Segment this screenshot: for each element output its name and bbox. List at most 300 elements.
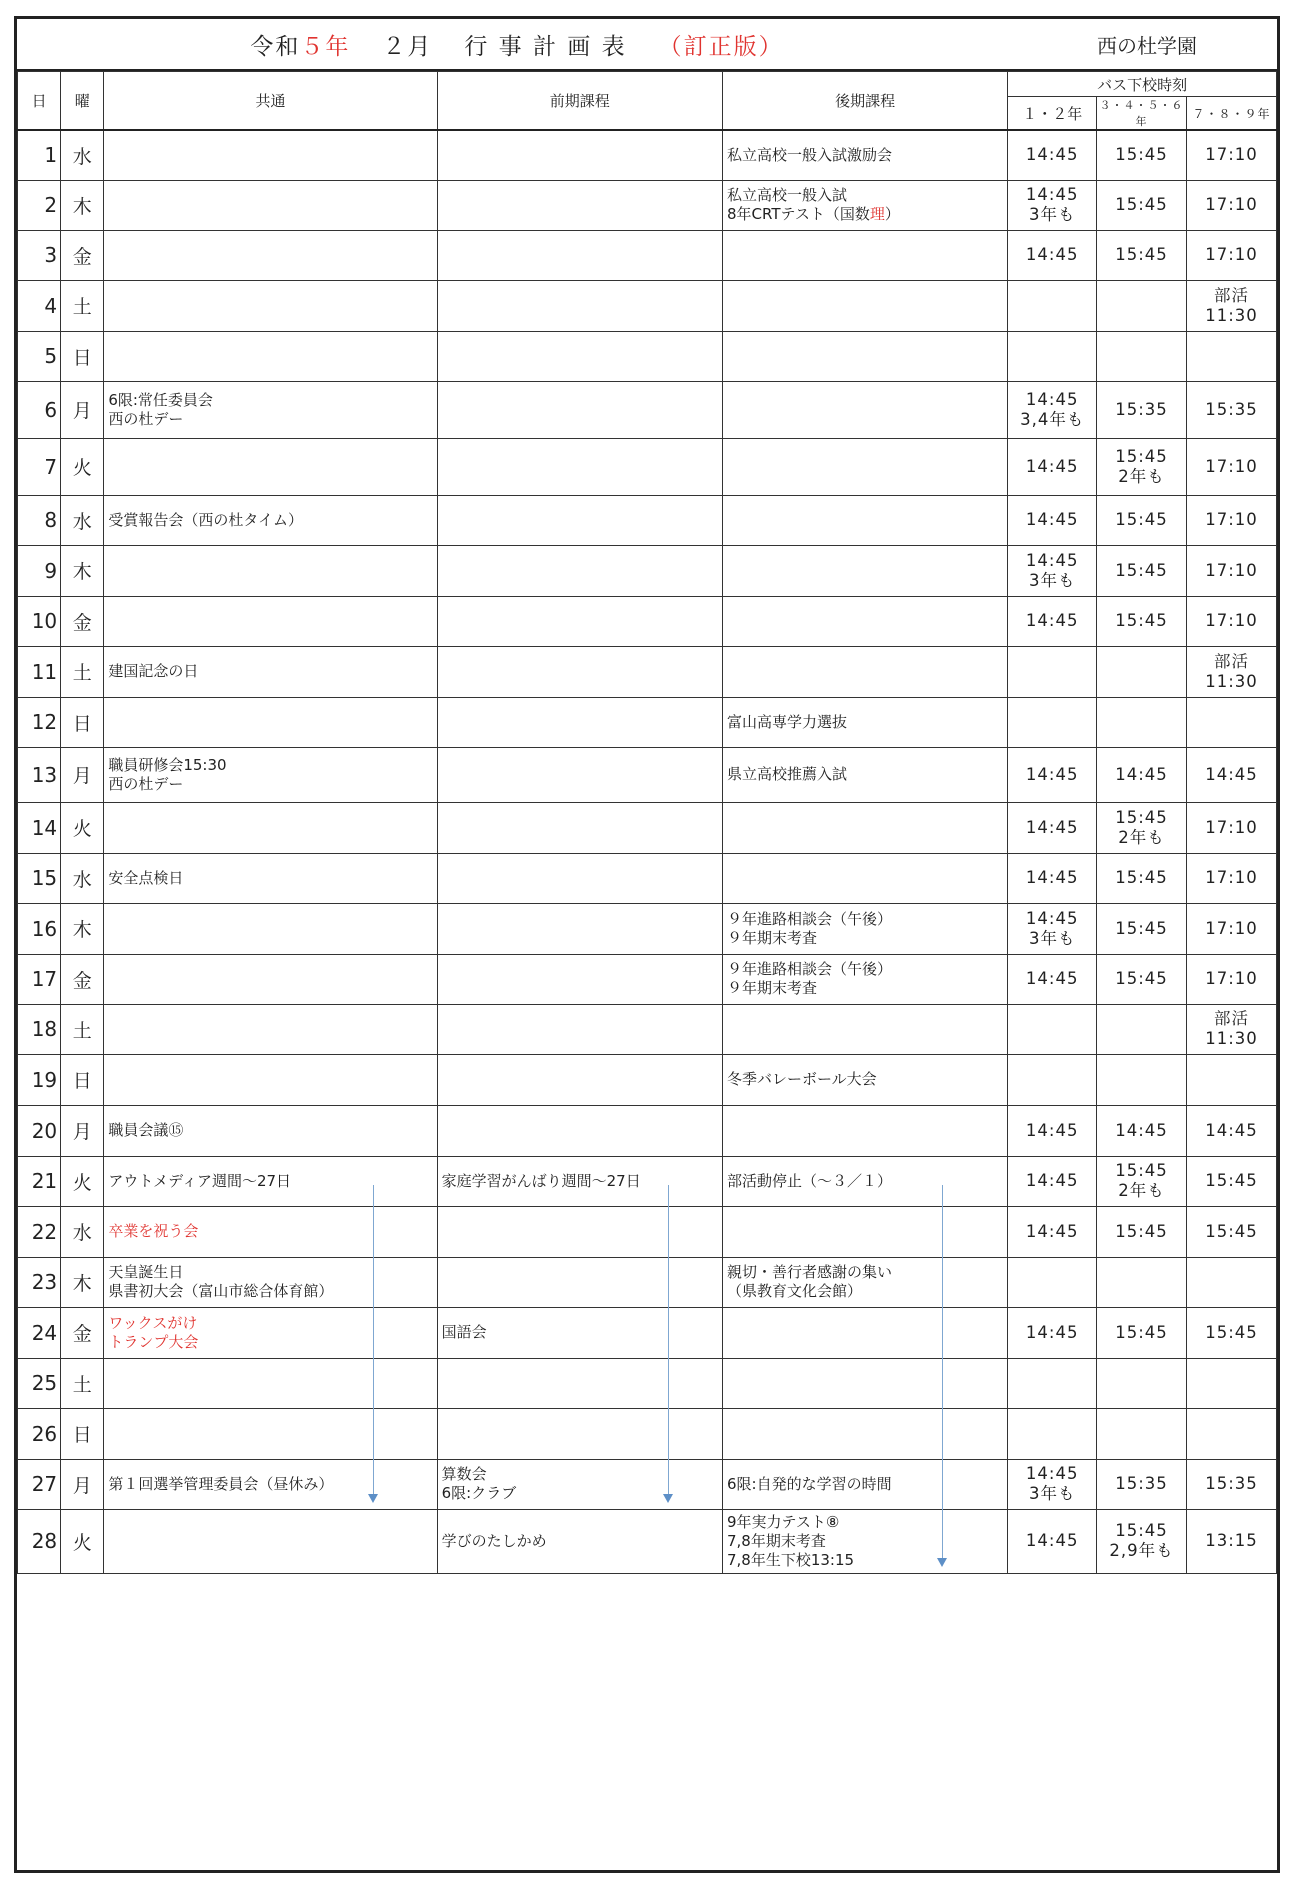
bus-789-cell-line: 15:45 <box>1205 1322 1258 1342</box>
schedule-sheet <box>14 16 1280 1873</box>
early-cell <box>437 1509 722 1573</box>
bus-12-cell-line: 3年も <box>1028 570 1076 590</box>
late-cell-line: 7,8年生下校13:15 <box>726 1550 855 1569</box>
late-cell-line: 県立高校推薦入試 <box>726 765 847 783</box>
bus-12-cell <box>1008 381 1097 438</box>
day-cell: 1 <box>18 130 61 180</box>
day-cell: 2 <box>18 180 61 230</box>
bus-3456-cell-line: 15:45 <box>1115 145 1168 165</box>
early-cell-line: 家庭学習がんばり週間～27日 <box>441 1171 641 1190</box>
table-row <box>18 697 1277 747</box>
bus-12-cell <box>1008 130 1097 180</box>
bus-3456-cell <box>1097 903 1187 954</box>
bus-789-cell-line: 17:10 <box>1205 510 1258 529</box>
common-cell-line: 西の杜デー <box>108 774 184 793</box>
late-cell <box>722 802 1007 853</box>
dow-cell: 日 <box>61 1408 104 1459</box>
early-cell <box>437 438 722 495</box>
bus-12-cell-line: 14:45 <box>1025 611 1079 630</box>
common-cell <box>104 1307 437 1358</box>
table-row <box>18 381 1277 438</box>
bus-789-cell <box>1186 381 1276 438</box>
early-cell <box>437 1358 722 1408</box>
bus-789-cell <box>1186 697 1276 747</box>
bus-789-cell <box>1186 1054 1276 1105</box>
title-revision: （訂正版） <box>658 33 784 60</box>
day-cell: 3 <box>18 230 61 280</box>
bus-12-cell-line: 14:45 <box>1025 868 1079 887</box>
common-cell <box>104 280 437 331</box>
dow-cell: 木 <box>61 1257 104 1307</box>
common-cell <box>104 747 437 802</box>
late-cell <box>722 954 1007 1004</box>
bus-789-cell <box>1186 1206 1276 1257</box>
bus-789-cell-line: 17:10 <box>1205 918 1258 938</box>
day-cell: 26 <box>18 1408 61 1459</box>
common-cell <box>104 802 437 853</box>
late-cell <box>722 747 1007 802</box>
bus-3456-cell <box>1097 1054 1187 1105</box>
bus-3456-cell <box>1097 1459 1187 1509</box>
bus-3456-cell-line: 15:45 <box>1115 969 1168 988</box>
table-row <box>18 495 1277 545</box>
bus-3456-cell <box>1097 853 1187 903</box>
early-cell <box>437 130 722 180</box>
day-cell: 15 <box>18 853 61 903</box>
late-cell <box>722 495 1007 545</box>
title-era: 令和 <box>250 33 301 60</box>
bus-12-cell <box>1008 697 1097 747</box>
day-cell: 7 <box>18 438 61 495</box>
bus-789-cell <box>1186 438 1276 495</box>
bus-12-cell-line: 14:45 <box>1025 550 1079 570</box>
bus-3456-cell <box>1097 130 1187 180</box>
bus-3456-cell-line: 2,9年も <box>1109 1541 1174 1560</box>
dow-cell: 金 <box>61 954 104 1004</box>
bus-3456-cell <box>1097 646 1187 697</box>
bus-789-cell-line: 11:30 <box>1205 305 1258 325</box>
day-cell: 8 <box>18 495 61 545</box>
bus-12-cell <box>1008 1307 1097 1358</box>
school-name: 西の杜学園 <box>1097 33 1197 58</box>
late-cell <box>722 1257 1007 1307</box>
bus-3456-cell-line: 2年も <box>1118 827 1165 847</box>
dow-cell: 日 <box>61 1054 104 1105</box>
bus-3456-cell-line: 15:45 <box>1115 1322 1168 1342</box>
bus-789-cell-line: 15:45 <box>1205 1221 1258 1241</box>
common-cell <box>104 1156 437 1206</box>
bus-789-cell <box>1186 954 1276 1004</box>
header-bus-789: ７・８・９年 <box>1186 97 1276 131</box>
common-cell <box>104 954 437 1004</box>
bus-12-cell <box>1008 954 1097 1004</box>
table-row <box>18 1408 1277 1459</box>
bus-12-cell <box>1008 853 1097 903</box>
dow-cell: 日 <box>61 697 104 747</box>
common-cell <box>104 1509 437 1573</box>
table-row <box>18 1358 1277 1408</box>
bus-3456-cell <box>1097 545 1187 596</box>
late-cell <box>722 438 1007 495</box>
common-cell <box>104 853 437 903</box>
table-row <box>18 130 1277 180</box>
early-cell-line: 算数会 <box>441 1465 487 1483</box>
common-cell-line: 受賞報告会（西の杜タイム） <box>108 510 304 529</box>
bus-3456-cell <box>1097 495 1187 545</box>
bus-12-cell-line: 14:45 <box>1025 389 1079 409</box>
dow-cell: 火 <box>61 802 104 853</box>
early-cell <box>437 1054 722 1105</box>
late-cell-line: ９年期末考査 <box>726 979 817 997</box>
day-cell: 21 <box>18 1156 61 1206</box>
common-cell <box>104 130 437 180</box>
early-cell <box>437 954 722 1004</box>
bus-12-cell-line: 3年も <box>1028 205 1076 224</box>
bus-3456-cell <box>1097 697 1187 747</box>
bus-12-cell <box>1008 1105 1097 1156</box>
table-row <box>18 1206 1277 1257</box>
early-cell <box>437 280 722 331</box>
bus-3456-cell-line: 15:45 <box>1115 195 1168 214</box>
dow-cell: 月 <box>61 381 104 438</box>
bus-789-cell <box>1186 1509 1276 1573</box>
bus-12-cell-line: 14:45 <box>1025 817 1079 837</box>
bus-3456-cell <box>1097 1408 1187 1459</box>
dow-cell: 水 <box>61 130 104 180</box>
early-cell <box>437 1408 722 1459</box>
bus-789-cell-line: 17:10 <box>1205 456 1258 476</box>
bus-3456-cell-line: 15:45 <box>1115 1221 1168 1241</box>
common-cell-line: トランプ大会 <box>108 1332 199 1351</box>
bus-3456-cell-line: 15:45 <box>1115 560 1168 580</box>
bus-12-cell-line: 3年も <box>1028 1484 1076 1503</box>
bus-3456-cell-line: 14:45 <box>1115 764 1168 784</box>
bus-3456-cell <box>1097 230 1187 280</box>
late-cell <box>722 1156 1007 1206</box>
bus-789-cell-line: 部活 <box>1213 1009 1249 1028</box>
day-cell: 28 <box>18 1509 61 1573</box>
bus-789-cell <box>1186 1307 1276 1358</box>
bus-12-cell <box>1008 596 1097 646</box>
bus-12-cell-line: 3年も <box>1028 928 1076 948</box>
early-cell <box>437 646 722 697</box>
dow-cell: 水 <box>61 853 104 903</box>
late-cell-line: 私立高校一般入試激励会 <box>726 145 892 164</box>
day-cell: 16 <box>18 903 61 954</box>
dow-cell: 火 <box>61 438 104 495</box>
late-cell <box>722 1459 1007 1509</box>
bus-12-cell-line: 3,4年も <box>1020 409 1085 429</box>
bus-789-cell <box>1186 1105 1276 1156</box>
document-title <box>17 19 1017 69</box>
bus-789-cell <box>1186 1358 1276 1408</box>
table-row <box>18 1004 1277 1054</box>
early-cell <box>437 1105 722 1156</box>
dow-cell: 木 <box>61 903 104 954</box>
dow-cell: 木 <box>61 180 104 230</box>
bus-3456-cell-line: 15:45 <box>1115 918 1168 938</box>
bus-12-cell <box>1008 1459 1097 1509</box>
header-common: 共通 <box>104 72 437 131</box>
bus-12-cell <box>1008 280 1097 331</box>
bus-3456-cell <box>1097 1509 1187 1573</box>
bus-3456-cell-line: 15:45 <box>1115 245 1168 264</box>
late-cell <box>722 1004 1007 1054</box>
bus-12-cell <box>1008 1408 1097 1459</box>
day-cell: 23 <box>18 1257 61 1307</box>
early-cell <box>437 180 722 230</box>
bus-12-cell <box>1008 495 1097 545</box>
bus-12-cell-line: 14:45 <box>1025 764 1079 784</box>
bus-3456-cell <box>1097 280 1187 331</box>
bus-12-cell-line: 14:45 <box>1025 1171 1079 1190</box>
bus-3456-cell-line: 15:35 <box>1115 399 1168 419</box>
bus-3456-cell <box>1097 1105 1187 1156</box>
bus-3456-cell <box>1097 331 1187 381</box>
bus-3456-cell <box>1097 954 1187 1004</box>
bus-12-cell <box>1008 1004 1097 1054</box>
bus-3456-cell <box>1097 1358 1187 1408</box>
header-bus-3456: ３・４・５・６年 <box>1097 97 1187 131</box>
bus-12-cell <box>1008 646 1097 697</box>
table-row <box>18 1156 1277 1206</box>
bus-3456-cell-line: 15:45 <box>1115 807 1168 827</box>
day-cell: 4 <box>18 280 61 331</box>
late-cell-line: 7,8年期末考査 <box>726 1531 826 1550</box>
bus-789-cell-line: 17:10 <box>1205 195 1258 214</box>
day-cell: 14 <box>18 802 61 853</box>
bus-12-cell-line: 14:45 <box>1025 185 1079 204</box>
bus-12-cell <box>1008 802 1097 853</box>
bus-789-cell-line: 17:10 <box>1205 145 1258 165</box>
common-cell <box>104 1408 437 1459</box>
early-cell <box>437 596 722 646</box>
early-cell-line: 学びのたしかめ <box>441 1531 547 1550</box>
bus-3456-cell-line: 14:45 <box>1115 1120 1168 1140</box>
bus-3456-cell-line: 15:35 <box>1115 1474 1168 1493</box>
bus-12-cell-line: 14:45 <box>1025 1221 1079 1241</box>
dow-cell: 金 <box>61 230 104 280</box>
late-cell <box>722 1408 1007 1459</box>
table-row <box>18 1509 1277 1573</box>
common-cell-line: 県書初大会（富山市総合体育館） <box>108 1282 334 1300</box>
late-cell <box>722 545 1007 596</box>
bus-789-cell-line: 11:30 <box>1205 671 1258 691</box>
bus-3456-cell <box>1097 1307 1187 1358</box>
bus-789-cell-line: 17:10 <box>1205 560 1258 580</box>
early-cell <box>437 853 722 903</box>
early-cell <box>437 230 722 280</box>
late-cell <box>722 1509 1007 1573</box>
table-row <box>18 438 1277 495</box>
bus-789-cell-line: 17:10 <box>1205 245 1258 264</box>
bus-12-cell-line: 14:45 <box>1025 969 1079 988</box>
common-cell <box>104 180 437 230</box>
early-cell <box>437 1307 722 1358</box>
late-cell-line: ９年進路相談会（午後） <box>726 960 892 978</box>
table-row <box>18 1054 1277 1105</box>
header-bus-12: １・２年 <box>1008 97 1097 131</box>
bus-789-cell-line: 部活 <box>1213 285 1249 305</box>
bus-12-cell <box>1008 1156 1097 1206</box>
table-row <box>18 280 1277 331</box>
schedule-rows <box>18 130 1277 1573</box>
late-cell <box>722 1307 1007 1358</box>
bus-789-cell <box>1186 545 1276 596</box>
dow-cell: 火 <box>61 1156 104 1206</box>
bus-12-cell <box>1008 180 1097 230</box>
late-cell <box>722 1358 1007 1408</box>
bus-3456-cell-line: 15:45 <box>1115 1161 1168 1180</box>
bus-789-cell-line: 15:35 <box>1205 1474 1258 1493</box>
bus-789-cell <box>1186 1156 1276 1206</box>
common-cell <box>104 230 437 280</box>
bus-3456-cell <box>1097 596 1187 646</box>
bus-789-cell <box>1186 903 1276 954</box>
bus-789-cell-line: 17:10 <box>1205 817 1258 837</box>
bus-789-cell-line: 17:10 <box>1205 611 1258 630</box>
bus-789-cell-line: 13:15 <box>1205 1531 1258 1550</box>
bus-789-cell-line: 11:30 <box>1205 1029 1258 1048</box>
bus-789-cell <box>1186 280 1276 331</box>
common-cell-line: 6限:常任委員会 <box>108 390 213 409</box>
late-cell <box>722 697 1007 747</box>
bus-789-cell-line: 14:45 <box>1205 764 1258 784</box>
table-row <box>18 1105 1277 1156</box>
dow-cell: 土 <box>61 646 104 697</box>
header-bus: バス下校時刻 <box>1008 72 1277 97</box>
common-cell <box>104 438 437 495</box>
early-cell <box>437 1156 722 1206</box>
late-cell-line: 私立高校一般入試 <box>726 186 847 204</box>
bus-12-cell-line: 14:45 <box>1025 908 1079 928</box>
day-cell: 22 <box>18 1206 61 1257</box>
bus-12-cell <box>1008 230 1097 280</box>
late-cell <box>722 903 1007 954</box>
dow-cell: 水 <box>61 1206 104 1257</box>
bus-12-cell <box>1008 1054 1097 1105</box>
bus-789-cell <box>1186 1408 1276 1459</box>
bus-12-cell <box>1008 903 1097 954</box>
dow-cell: 土 <box>61 1004 104 1054</box>
late-cell <box>722 646 1007 697</box>
late-cell-line: 部活動停止（～３／１） <box>726 1171 892 1190</box>
dow-cell: 月 <box>61 1459 104 1509</box>
late-cell-line: 8年CRTテスト（国数理） <box>726 205 900 223</box>
late-cell-line: 6限:自発的な学習の時間 <box>726 1474 892 1493</box>
bus-3456-cell <box>1097 438 1187 495</box>
common-cell <box>104 1105 437 1156</box>
title-month: ２月 <box>382 33 433 60</box>
bus-12-cell-line: 14:45 <box>1025 1322 1079 1342</box>
dow-cell: 土 <box>61 280 104 331</box>
dow-cell: 土 <box>61 1358 104 1408</box>
common-cell-line: ワックスがけ <box>108 1313 198 1332</box>
early-cell <box>437 1459 722 1509</box>
common-cell <box>104 596 437 646</box>
bus-789-cell <box>1186 1004 1276 1054</box>
day-cell: 17 <box>18 954 61 1004</box>
late-cell-line: ９年進路相談会（午後） <box>726 909 892 928</box>
table-row <box>18 747 1277 802</box>
day-cell: 20 <box>18 1105 61 1156</box>
early-cell <box>437 381 722 438</box>
table-row <box>18 1307 1277 1358</box>
early-cell <box>437 802 722 853</box>
day-cell: 9 <box>18 545 61 596</box>
common-cell <box>104 646 437 697</box>
bus-3456-cell <box>1097 1156 1187 1206</box>
late-cell <box>722 1105 1007 1156</box>
down-arrow-icon <box>942 1185 943 1558</box>
bus-3456-cell-line: 2年も <box>1118 1181 1165 1200</box>
day-cell: 5 <box>18 331 61 381</box>
bus-3456-cell <box>1097 180 1187 230</box>
bus-12-cell <box>1008 1358 1097 1408</box>
title-year: ５年 <box>300 33 351 60</box>
bus-12-cell <box>1008 1257 1097 1307</box>
early-cell <box>437 697 722 747</box>
dow-cell: 木 <box>61 545 104 596</box>
bus-789-cell <box>1186 802 1276 853</box>
bus-3456-cell-line: 15:45 <box>1115 1521 1168 1540</box>
bus-3456-cell <box>1097 747 1187 802</box>
dow-cell: 日 <box>61 331 104 381</box>
early-cell <box>437 495 722 545</box>
common-cell <box>104 331 437 381</box>
bus-12-cell-line: 14:45 <box>1025 510 1079 529</box>
day-cell: 25 <box>18 1358 61 1408</box>
bus-789-cell <box>1186 853 1276 903</box>
bus-12-cell-line: 14:45 <box>1025 1464 1079 1483</box>
early-cell <box>437 1257 722 1307</box>
bus-789-cell <box>1186 747 1276 802</box>
bus-789-cell <box>1186 1257 1276 1307</box>
table-row <box>18 331 1277 381</box>
day-cell: 19 <box>18 1054 61 1105</box>
bus-3456-cell <box>1097 381 1187 438</box>
common-cell <box>104 1206 437 1257</box>
dow-cell: 金 <box>61 1307 104 1358</box>
schedule-table <box>17 71 1277 1574</box>
bus-3456-cell <box>1097 1257 1187 1307</box>
bus-789-cell <box>1186 230 1276 280</box>
header-early: 前期課程 <box>437 72 722 131</box>
late-cell-line: （県教育文化会館） <box>726 1282 862 1300</box>
table-row <box>18 596 1277 646</box>
table-row <box>18 853 1277 903</box>
common-cell-line: 安全点検日 <box>108 868 184 887</box>
early-cell <box>437 1004 722 1054</box>
table-row <box>18 802 1277 853</box>
table-row <box>18 1257 1277 1307</box>
late-cell-line: 冬季バレーボール大会 <box>726 1070 877 1088</box>
bus-3456-cell <box>1097 1004 1187 1054</box>
common-cell <box>104 1257 437 1307</box>
table-row <box>18 954 1277 1004</box>
late-cell <box>722 280 1007 331</box>
bus-12-cell <box>1008 545 1097 596</box>
bus-789-cell <box>1186 180 1276 230</box>
day-cell: 18 <box>18 1004 61 1054</box>
early-cell <box>437 1206 722 1257</box>
bus-12-cell <box>1008 747 1097 802</box>
common-cell <box>104 903 437 954</box>
bus-3456-cell-line: 15:45 <box>1115 510 1168 529</box>
late-cell-line: 親切・善行者感謝の集い <box>726 1263 892 1281</box>
early-cell <box>437 903 722 954</box>
late-cell-line: ９年期末考査 <box>726 928 817 947</box>
